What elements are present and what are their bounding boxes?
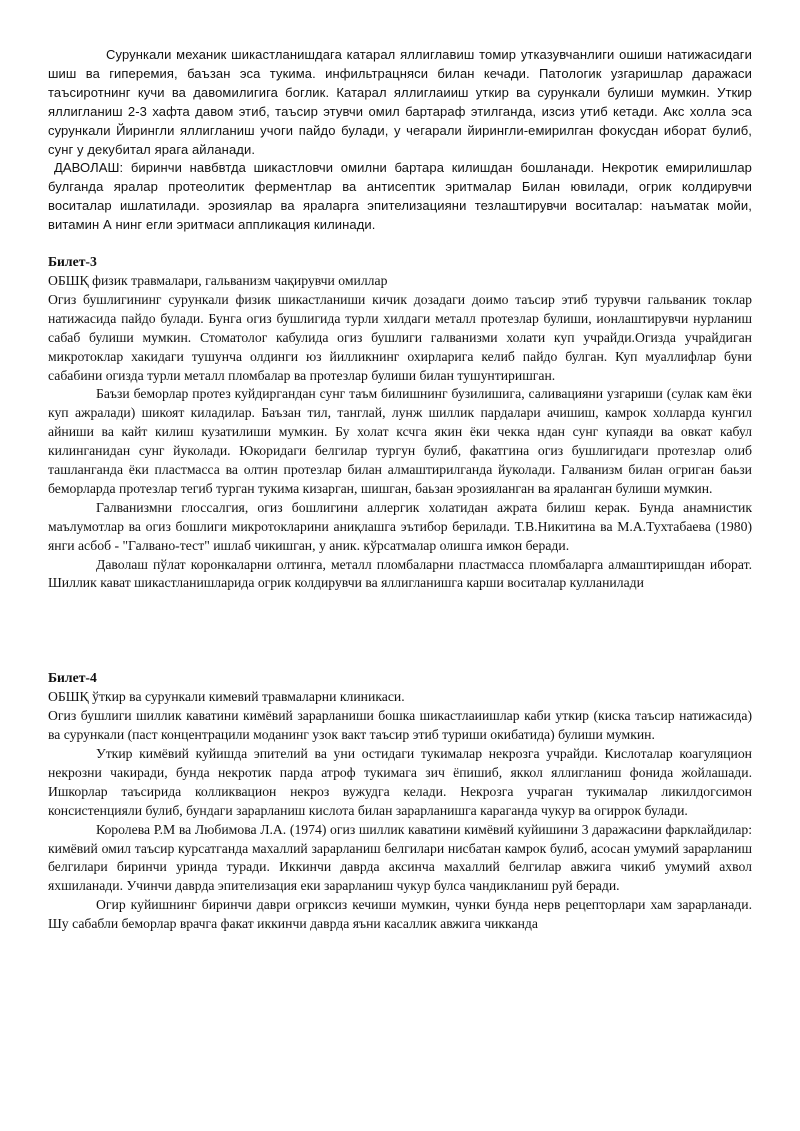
ticket4-paragraph-4: Огир куйишнинг биринчи даври огриксиз кечиши мумкин, чунки бунда нерв рецепторлари хам зарарланади. Шу сабабли беморлар врачга факат иккинчи даврда яъни касаллик авжига чикканда bbox=[48, 897, 752, 932]
ticket3-subtitle: ОБШҚ физик травмалари, гальванизм чақирувчи омиллар bbox=[48, 272, 388, 288]
spacer bbox=[48, 593, 752, 669]
ticket3-heading: Билет-3 bbox=[48, 254, 97, 270]
paragraph-treatment: ДАВОЛАШ: биринчи навбвтда шикастловчи омилни бартара килишдан бошланади. Некротик емирилишлар булганда яралар протеолитик ферментлар ва антисептик эритмалар Билан ювилади, огрик колдирувчи воситалар ишлатилади. эрозиялар ва яраларга эпителизацияни тезлаштирувчи воситалар: наъматак мойи, витамин А нинг егли эритмаси аппликация килинади. bbox=[48, 160, 752, 233]
ticket4-paragraph-1: Огиз бушлиги шиллик каватини кимёвий зарарланиши бошка шикастлаиишлар каби уткир (киска таъсир натижасида) ва сурункали (паст концентрацили моданинг узок вакт таъсир этиб туриши окибатида) булиши мумкин. bbox=[48, 708, 752, 743]
ticket3-paragraph-4: Даволаш пўлат коронкаларни олтинга, металл пломбаларни пластмасса пломбаларга алмаштиришдан иборат. Шиллик кават шикастланишларида огрик колдирувчи ва яллигланишга карши воситалар кулланилади bbox=[48, 556, 752, 591]
spacer bbox=[48, 235, 752, 253]
ticket4-paragraph-2: Уткир кимёвий куйишда эпителий ва уни остидаги тукималар некрозга учрайди. Кислоталар коагуляцион некрозни чакиради, бунда некротик парда атроф тукимага зич ёпишиб, яккол яллигланиш фонида жойлашади. Ишкорлар таъсирида колликвацион некроз вужудга келади. Некрозга учраган тукималар ликилдогсимон консистенцияли булиб, бундаги зарарланиш кислота билан зарарланишга караганда чукур ва огиррок булади. bbox=[48, 746, 752, 818]
ticket3-paragraph-2: Баъзи беморлар протез куйдиргандан сунг таъм билишнинг бузилишига, саливацияни узгариши (сулак кам ёки куп ажралади) шикоят киладилар. Баъзан тил, танглай, лунж шиллик пардалари ачишиш, камрок холларда кунгил айниши ва кайт килиш кузатилиши мумкин. Бу холат ксчга якин ёки чекка ндан сунг купаяди ва овкат кабул килинганидан сунг йуколади. Юкоридаги белгилар тургун булиб, факатгина огиз бушлигидаги протезлар олиб ташланганда ёки пластмасса ва олтин протезлар билан алмаштирилганда йуколади. Галванизм билан огриган баьзи беморларда протезлар тегиб турган тукима кизарган, шишган, баьзан эрозияланган ва яраланган булиши мумкин. bbox=[48, 386, 752, 496]
ticket4-paragraph-3: Королева Р.М ва Любимова Л.А. (1974) огиз шиллик каватини кимёвий куйишини 3 даражасини фарклайдилар: кимёвий омил таъсир курсатганда махаллий зарарланиш белгилари нисбатан камрок булиб, асосан умумий зарарланиш белгилари биринчи уринда туради. Иккинчи даврда аксинча махаллий белгилар авжига чикиб умумий ахвол яхшиланади. Учинчи даврда эпителизация еки зарарланиш чукур булса чандикланиш руй беради. bbox=[48, 821, 752, 894]
ticket4-subtitle: ОБШҚ ўткир ва сурункали кимевий травмаларни клиникаси. bbox=[48, 689, 405, 705]
paragraph-catarrhal: Сурункали механик шикастланишдага катарал яллиглавиш томир утказувчанлиги ошиши натижасидаги шиш ва гиперемия, баъзан эса тукима. инфильтрацняси билан кечади. Патологик узгаришлар даражаси таъсиротнинг кучи ва давомилигига боглик. Катарал яллиглаииш уткир ва сурункали булиши мумкин. Уткир яллигланиш 2-3 хафта давом этиб, таъсир этувчи омил бартараф этилганда, изсиз утиб кетади. Акс холла эса сурункали Йирингли яллигланиш учоги пайдо булади, у чегарали йирингли-емирилган фокусдан иборат булиб, сунг у декубитал ярага айланади. bbox=[48, 47, 752, 157]
ticket3-paragraph-3: Галванизмни глоссалгия, огиз бошлигини аллергик холатидан ажрата билиш керак. Бунда анамнистик маълумотлар ва огиз бошлиги микротокларини аниқлашга эътибор берилади. Т.В.Никитина ва М.А.Тухтабаева (1980) янги асбоб - "Галвано-тест" ишлаб чикишган, у аник. кўрсатмалар олишга имкон беради. bbox=[48, 499, 752, 553]
ticket3-paragraph-1: Огиз бушлигининг сурункали физик шикастланиши кичик дозадаги доимо таъсир этиб турувчи гальваник токлар натижасида пайдо булади. Бунга огиз бушлигида турли хилдаги металл протезлар булиши, ионлаштирувчи нурланиш сабаб булиши мумкин. Стоматолог кабулида огиз бушлиги галванизми холати куп учрайди.Огизда учрайдиган микротоклар хакидаги тушунча олдинги юз йилликнинг охирларига келиб пайдо булган. Куп муаллифлар буни сабабини огизда турли металл пломбалар ва протезлар булиши билан тушунтиришган. bbox=[48, 291, 752, 383]
ticket4-heading: Билет-4 bbox=[48, 670, 97, 686]
